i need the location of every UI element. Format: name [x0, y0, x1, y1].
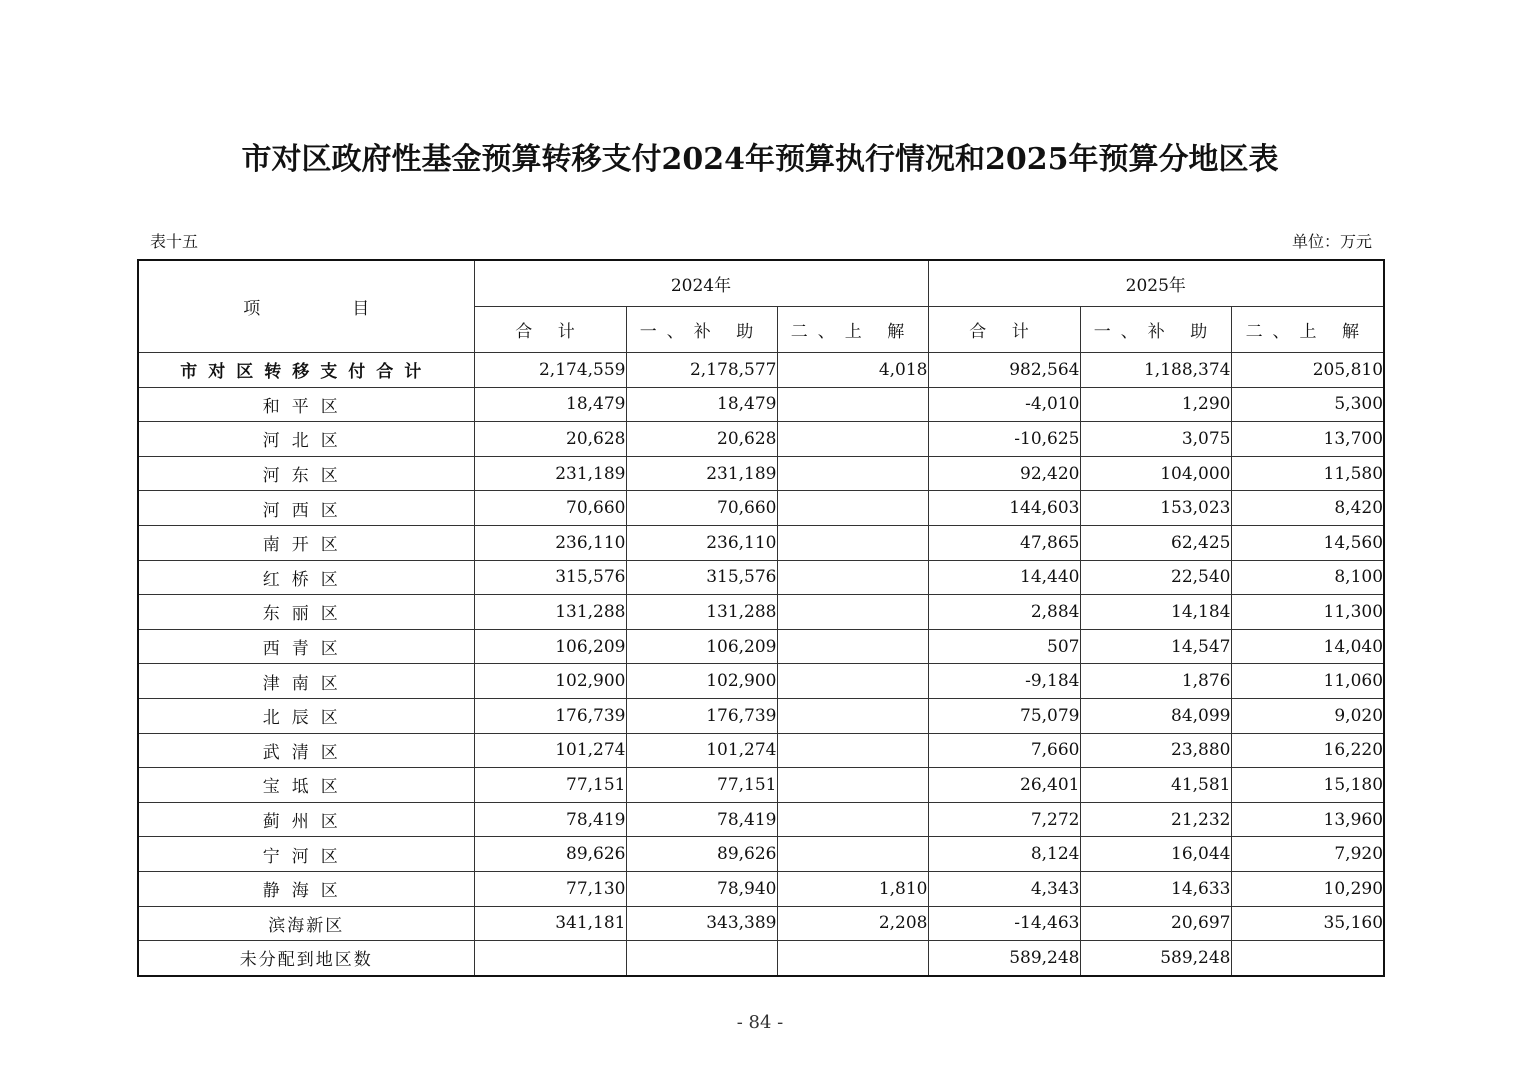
row-label: 静海区	[138, 871, 474, 906]
subsidy-2025-header: 一、补 助	[1080, 307, 1231, 353]
total-2025-header: 合 计	[928, 307, 1080, 353]
remit-2024-cell: 2,208	[777, 906, 928, 941]
total-2024-cell: 315,576	[474, 560, 626, 595]
remit-2025-cell: 16,220	[1231, 733, 1384, 768]
remit-2025-cell: 7,920	[1231, 837, 1384, 872]
subsidy-2024-cell: 176,739	[626, 698, 777, 733]
subsidy-2025-cell: 3,075	[1080, 422, 1231, 457]
subsidy-2024-cell: 131,288	[626, 595, 777, 630]
total-2025-cell: -10,625	[928, 422, 1080, 457]
remit-2024-cell	[777, 595, 928, 630]
table-row	[138, 353, 1384, 388]
page-number: - 84 -	[736, 1012, 784, 1033]
row-label: 东丽区	[138, 595, 474, 630]
total-2024-cell: 77,151	[474, 768, 626, 803]
table-row	[138, 906, 1384, 941]
total-2024-cell	[474, 941, 626, 976]
total-2024-cell: 77,130	[474, 871, 626, 906]
total-2025-cell: 75,079	[928, 698, 1080, 733]
remit-2024-cell: 1,810	[777, 871, 928, 906]
total-2025-cell: 8,124	[928, 837, 1080, 872]
total-2025-cell: 26,401	[928, 768, 1080, 803]
total-2025-cell: 507	[928, 629, 1080, 664]
total-2025-cell: 7,272	[928, 802, 1080, 837]
remit-2024-cell	[777, 768, 928, 803]
year-2024-header: 2024年	[474, 260, 928, 307]
subsidy-2024-cell: 77,151	[626, 768, 777, 803]
row-label: 北辰区	[138, 698, 474, 733]
row-label: 红桥区	[138, 560, 474, 595]
row-label: 河北区	[138, 422, 474, 457]
row-label: 西青区	[138, 629, 474, 664]
remit-2025-cell: 11,580	[1231, 456, 1384, 491]
remit-2025-cell: 13,960	[1231, 802, 1384, 837]
subsidy-2024-cell: 231,189	[626, 456, 777, 491]
total-2025-cell: 14,440	[928, 560, 1080, 595]
remit-2024-cell	[777, 456, 928, 491]
table-row	[138, 629, 1384, 664]
subsidy-2025-cell: 1,876	[1080, 664, 1231, 699]
row-label: 河东区	[138, 456, 474, 491]
table-row	[138, 733, 1384, 768]
total-2025-cell: 2,884	[928, 595, 1080, 630]
row-label: 和平区	[138, 387, 474, 422]
subsidy-2025-cell: 41,581	[1080, 768, 1231, 803]
remit-2025-cell: 5,300	[1231, 387, 1384, 422]
table-row	[138, 768, 1384, 803]
remit-2024-cell	[777, 837, 928, 872]
table-row	[138, 664, 1384, 699]
table-body	[138, 353, 1384, 976]
table-row	[138, 941, 1384, 976]
subsidy-2025-cell: 62,425	[1080, 525, 1231, 560]
year-2025-header: 2025年	[928, 260, 1384, 307]
unit-label: 单位：万元	[1291, 232, 1372, 251]
row-label: 市对区转移支付合计	[138, 353, 474, 388]
total-2024-cell: 78,419	[474, 802, 626, 837]
total-2024-cell: 102,900	[474, 664, 626, 699]
total-2025-cell: 7,660	[928, 733, 1080, 768]
item-header-char-1: 项	[243, 299, 261, 319]
row-label: 未分配到地区数	[138, 941, 474, 976]
row-label: 河西区	[138, 491, 474, 526]
table-row	[138, 871, 1384, 906]
remit-2024-cell	[777, 629, 928, 664]
total-2024-cell: 2,174,559	[474, 353, 626, 388]
remit-2025-cell: 9,020	[1231, 698, 1384, 733]
table-number: 表十五	[150, 232, 199, 251]
remit-2025-cell: 13,700	[1231, 422, 1384, 457]
subsidy-2025-cell: 14,547	[1080, 629, 1231, 664]
total-2024-cell: 70,660	[474, 491, 626, 526]
total-2024-cell: 131,288	[474, 595, 626, 630]
subsidy-2025-cell: 23,880	[1080, 733, 1231, 768]
subsidy-2024-cell: 2,178,577	[626, 353, 777, 388]
remit-2025-cell: 14,040	[1231, 629, 1384, 664]
remit-2025-cell	[1231, 941, 1384, 976]
subsidy-2024-cell: 70,660	[626, 491, 777, 526]
table-row	[138, 422, 1384, 457]
total-2024-cell: 176,739	[474, 698, 626, 733]
subsidy-2024-header: 一、补 助	[626, 307, 777, 353]
total-2025-cell: -14,463	[928, 906, 1080, 941]
subsidy-2024-cell	[626, 941, 777, 976]
subsidy-2024-cell: 89,626	[626, 837, 777, 872]
total-2024-header: 合 计	[474, 307, 626, 353]
total-2024-cell: 231,189	[474, 456, 626, 491]
remit-2024-cell	[777, 802, 928, 837]
subsidy-2025-cell: 153,023	[1080, 491, 1231, 526]
total-2024-cell: 101,274	[474, 733, 626, 768]
remit-2024-cell	[777, 525, 928, 560]
remit-2025-cell: 35,160	[1231, 906, 1384, 941]
remit-2024-cell	[777, 387, 928, 422]
total-2024-cell: 20,628	[474, 422, 626, 457]
total-2025-cell: 589,248	[928, 941, 1080, 976]
subsidy-2024-cell: 315,576	[626, 560, 777, 595]
subsidy-2024-cell: 106,209	[626, 629, 777, 664]
table-row	[138, 595, 1384, 630]
table-row	[138, 802, 1384, 837]
row-label: 南开区	[138, 525, 474, 560]
subsidy-2025-cell: 1,290	[1080, 387, 1231, 422]
total-2025-cell: 47,865	[928, 525, 1080, 560]
subsidy-2025-cell: 589,248	[1080, 941, 1231, 976]
remit-2025-cell: 15,180	[1231, 768, 1384, 803]
row-label: 宝坻区	[138, 768, 474, 803]
subsidy-2025-cell: 22,540	[1080, 560, 1231, 595]
table-row	[138, 560, 1384, 595]
budget-table	[137, 259, 1385, 977]
subsidy-2024-cell: 343,389	[626, 906, 777, 941]
subsidy-2024-cell: 236,110	[626, 525, 777, 560]
total-2025-cell: -9,184	[928, 664, 1080, 699]
remit-2025-header: 二、上 解	[1231, 307, 1384, 353]
table-row	[138, 387, 1384, 422]
remit-2024-cell	[777, 560, 928, 595]
row-label: 宁河区	[138, 837, 474, 872]
remit-2025-cell: 205,810	[1231, 353, 1384, 388]
item-column-header	[138, 260, 474, 353]
row-label: 津南区	[138, 664, 474, 699]
remit-2024-cell: 4,018	[777, 353, 928, 388]
table-row	[138, 456, 1384, 491]
remit-2025-cell: 8,100	[1231, 560, 1384, 595]
subsidy-2025-cell: 84,099	[1080, 698, 1231, 733]
subsidy-2025-cell: 1,188,374	[1080, 353, 1231, 388]
remit-2024-cell	[777, 664, 928, 699]
subsidy-2025-cell: 14,633	[1080, 871, 1231, 906]
subsidy-2024-cell: 78,419	[626, 802, 777, 837]
table-row	[138, 525, 1384, 560]
subsidy-2024-cell: 101,274	[626, 733, 777, 768]
subsidy-2024-cell: 18,479	[626, 387, 777, 422]
total-2024-cell: 236,110	[474, 525, 626, 560]
remit-2025-cell: 11,300	[1231, 595, 1384, 630]
total-2024-cell: 106,209	[474, 629, 626, 664]
total-2025-cell: -4,010	[928, 387, 1080, 422]
item-header-char-2: 目	[352, 299, 370, 319]
row-label: 蓟州区	[138, 802, 474, 837]
total-2024-cell: 89,626	[474, 837, 626, 872]
total-2024-cell: 341,181	[474, 906, 626, 941]
table-row	[138, 491, 1384, 526]
remit-2025-cell: 10,290	[1231, 871, 1384, 906]
subsidy-2024-cell: 20,628	[626, 422, 777, 457]
remit-2025-cell: 8,420	[1231, 491, 1384, 526]
remit-2024-cell	[777, 733, 928, 768]
subsidy-2025-cell: 104,000	[1080, 456, 1231, 491]
table-row	[138, 837, 1384, 872]
page-title: 市对区政府性基金预算转移支付2024年预算执行情况和2025年预算分地区表	[241, 142, 1279, 177]
subsidy-2025-cell: 14,184	[1080, 595, 1231, 630]
total-2025-cell: 982,564	[928, 353, 1080, 388]
subsidy-2024-cell: 102,900	[626, 664, 777, 699]
remit-2025-cell: 14,560	[1231, 525, 1384, 560]
subsidy-2025-cell: 20,697	[1080, 906, 1231, 941]
row-label: 滨海新区	[138, 906, 474, 941]
subsidy-2025-cell: 16,044	[1080, 837, 1231, 872]
remit-2024-cell	[777, 941, 928, 976]
row-label: 武清区	[138, 733, 474, 768]
remit-2024-cell	[777, 698, 928, 733]
table-row	[138, 698, 1384, 733]
total-2025-cell: 144,603	[928, 491, 1080, 526]
remit-2024-cell	[777, 491, 928, 526]
total-2025-cell: 92,420	[928, 456, 1080, 491]
remit-2024-header: 二、上 解	[777, 307, 928, 353]
remit-2024-cell	[777, 422, 928, 457]
total-2025-cell: 4,343	[928, 871, 1080, 906]
total-2024-cell: 18,479	[474, 387, 626, 422]
subsidy-2025-cell: 21,232	[1080, 802, 1231, 837]
remit-2025-cell: 11,060	[1231, 664, 1384, 699]
subsidy-2024-cell: 78,940	[626, 871, 777, 906]
